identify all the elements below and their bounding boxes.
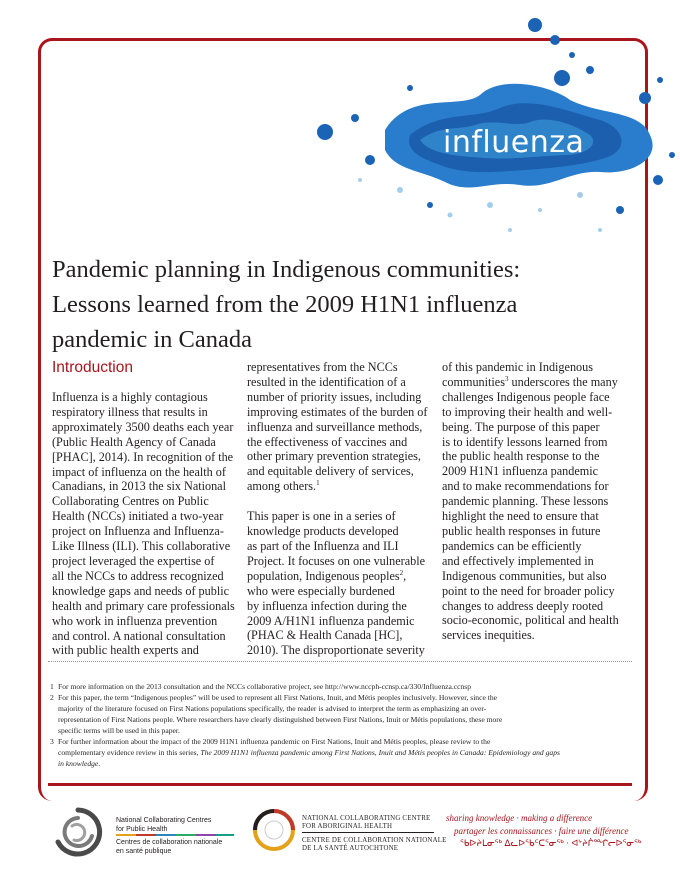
page-title [52, 252, 642, 357]
nccah-divider [302, 832, 434, 833]
body-line: knowledge gaps and needs of public [52, 583, 230, 598]
footnote-line: representation of First Nations people. Where researchers have clearly distinguished between First Nations, Inuit or Métis populations, these more [58, 715, 503, 724]
footer-tagline [446, 812, 641, 850]
logo-line: National Collaborating Centres [116, 817, 212, 824]
body-line: of this pandemic in Indigenous [442, 360, 593, 374]
footnote-line: For further information about the impact of the 2009 H1N1 influenza pandemic on First Nations, Inuit and Métis peoples, please review to the [58, 737, 491, 746]
body-line: Influenza is a highly contagious [52, 390, 208, 404]
tagline-line: sharing knowledge · making a difference [446, 813, 593, 823]
body-line: resulted in the identification of a [247, 374, 406, 389]
influenza-brand-label: influenza [443, 125, 585, 160]
footnote-line: majority of the literature focused on First Nations populations specifically, the reader is advised to interpret the term as emphasizing an over- [58, 704, 487, 713]
body-line: by influenza infection during the [247, 598, 407, 613]
body-line: (Public Health Agency of Canada [52, 434, 216, 449]
nccah-logo-text [302, 815, 430, 832]
logo-line: FOR ABORIGINAL HEALTH [302, 823, 393, 831]
footnote-citation-title: in knowledge [58, 759, 99, 768]
footnotes [50, 681, 640, 769]
body-column-1 [52, 390, 242, 658]
body-line: 2009 A/H1N1 influenza pandemic [247, 613, 415, 628]
footnote-line: specific terms will be used in this paper. [58, 726, 180, 735]
body-line: approximately 3500 deaths each year [52, 419, 234, 434]
body-line: Project. It focuses on one vulnerable [247, 553, 426, 568]
body-line: and effectively implemented in [442, 553, 594, 568]
footnote-line [58, 747, 640, 758]
footnote-3 [50, 736, 640, 769]
body-line: project leveraged the expertise of [52, 553, 215, 568]
body-line: number of priority issues, including [247, 389, 422, 404]
footnote-number: 1 [50, 682, 54, 691]
footnote-line [58, 758, 640, 769]
title-line: Pandemic planning in Indigenous communities: [52, 256, 521, 283]
body-line: and to make recommendations for [442, 479, 609, 494]
body-line: the effectiveness of vaccines and [247, 434, 408, 449]
body-line: Collaborating Centres on Public [52, 494, 209, 509]
paragraph-gap [247, 494, 437, 509]
body-line: the public health response to the [442, 449, 600, 464]
body-text: among others. [247, 479, 317, 494]
footnote-number: 2 [50, 693, 54, 702]
nccah-logo-icon [252, 808, 296, 852]
body-line: knowledge products developed [247, 524, 399, 539]
body-line: being. The purpose of this paper [442, 419, 600, 434]
tagline-line: ᖃᐅᔨᒪᓂᖅ ᐃᓚᐅᖃᑦᑕᕐᓂᖅ · ᐊᔾᔨᒌᙱᓕᐅᕐᓂᖅ [460, 838, 642, 848]
body-line: to improving their health and well- [442, 404, 613, 419]
body-line [247, 569, 437, 584]
footnote-line[interactable]: For more information on the 2013 consultation and the NCCs collaborative project, see http://www.nccph-ccnsp.ca/330/Influenza.ccnsp [58, 682, 472, 691]
logo-line: Centres de collaboration nationale [116, 839, 223, 846]
body-line: services inequities. [442, 628, 535, 643]
body-line: This paper is one in a series of [247, 509, 396, 524]
body-text: population, Indigenous peoples [247, 568, 400, 583]
body-line: highlight the need to ensure that [442, 509, 599, 524]
footnote-ref-2[interactable]: 2 [399, 568, 404, 577]
footnote-2 [50, 692, 640, 736]
footnote-separator [48, 661, 632, 662]
footnote-text: complementary evidence review in this series, [58, 748, 201, 757]
logo-line: CENTRE DE COLLABORATION NATIONALE [302, 837, 447, 844]
body-line: pandemics can be efficiently [442, 538, 582, 553]
body-line: [PHAC], 2014). In recognition of the [52, 449, 234, 464]
body-line: who work in influenza prevention [52, 613, 218, 628]
body-text: underscores the many [508, 374, 618, 389]
body-line [442, 375, 632, 390]
nccph-color-bar [116, 834, 234, 836]
nccph-logo-icon [52, 806, 104, 858]
nccah-logo-text-fr [302, 837, 447, 854]
logo-line: for Public Health [116, 825, 168, 833]
body-line: influenza and surveillance methods, [247, 419, 423, 434]
body-line: (PHAC & Health Canada [HC], [247, 628, 403, 643]
nccph-logo-text [116, 817, 211, 834]
nccph-logo-text-fr [116, 839, 222, 856]
body-line: and control. A national consultation [52, 628, 226, 643]
body-line: changes to address deeply rooted [442, 598, 604, 613]
logo-line: en santé publique [116, 847, 172, 855]
footnote-citation-title: The 2009 H1N1 influenza pandemic among First Nations, Inuit and Métis peoples in Canada: Epidemiology and gaps [200, 748, 560, 757]
body-line: Canadians, in 2013 the six National [52, 479, 226, 494]
footnote-ref-1[interactable]: 1 [316, 479, 320, 488]
footnote-line: For this paper, the term “Indigenous peoples” will be used to represent all First Nations, Inuit, and Métis peoples inclusively. However, since the [58, 693, 498, 702]
body-line: who were especially burdened [247, 583, 395, 598]
footnote-text: . [98, 759, 101, 768]
body-line: representatives from the NCCs [247, 360, 398, 374]
body-line: 2010). The disproportionate severity [247, 643, 425, 658]
body-line: 2009 H1N1 influenza pandemic [442, 464, 599, 479]
body-line: as part of the Influenza and ILI [247, 538, 399, 553]
body-column-2 [247, 360, 437, 658]
body-line: pandemic planning. These lessons [442, 494, 609, 509]
logo-line: NATIONAL COLLABORATING CENTRE [302, 815, 431, 822]
body-line: improving estimates of the burden of [247, 404, 428, 419]
body-text: communities [442, 374, 505, 389]
body-line: and equitable delivery of services, [247, 464, 414, 479]
body-line: impact of influenza on the health of [52, 464, 226, 479]
footnote-ref-3[interactable]: 3 [504, 374, 509, 383]
body-line: Like Illness (ILI). This collaborative [52, 539, 231, 554]
section-heading-introduction: Introduction [52, 359, 133, 376]
body-line: is to identify lessons learned from [442, 434, 608, 449]
footer-rule [48, 783, 632, 786]
body-line [247, 479, 437, 494]
body-line: respiratory illness that results in [52, 404, 208, 419]
body-line: all the NCCs to address recognized [52, 568, 224, 583]
logo-line: DE LA SANTÉ AUTOCHTONE [302, 845, 399, 853]
body-line: public health responses in future [442, 523, 601, 538]
tagline-line: partager les connaissances · faire une différence [454, 825, 629, 836]
body-line: challenges Indigenous people face [442, 389, 610, 404]
body-line: Health (NCCs) initiated a two-year [52, 509, 224, 524]
title-line: pandemic in Canada [52, 326, 253, 353]
body-line: health and primary care professionals [52, 598, 235, 613]
title-line: Lessons learned from the 2009 H1N1 influenza [52, 291, 518, 318]
body-line: with public health experts and [52, 643, 199, 658]
body-text: , [403, 568, 407, 583]
body-line: socio-economic, political and health [442, 613, 619, 628]
body-line: other primary prevention strategies, [247, 449, 421, 464]
footnote-number: 3 [50, 737, 54, 746]
footnote-1 [50, 681, 640, 692]
body-line: point to the need for broader policy [442, 583, 615, 598]
body-line: project on Influenza and Influenza- [52, 524, 224, 539]
body-line: Indigenous communities, but also [442, 568, 607, 583]
body-column-3 [442, 360, 632, 643]
